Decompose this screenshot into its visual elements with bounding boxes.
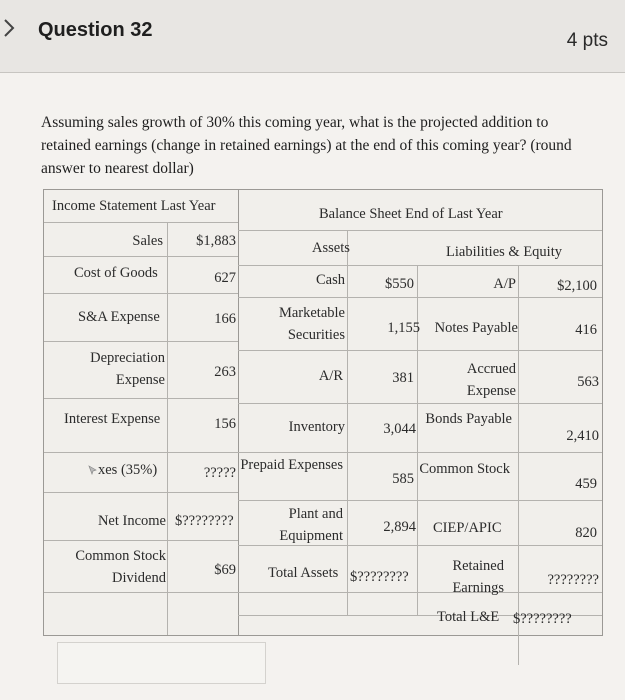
question-text: Assuming sales growth of 30% this coming year, what is the projected addition to retained earnings (change in retained earnings) at the end of this coming year? (round answer to nearest dollar): [41, 114, 572, 177]
chevron-right-icon[interactable]: [2, 17, 16, 39]
bs-label-notes-payable: Notes Payable: [434, 320, 518, 336]
answer-input[interactable]: [57, 642, 266, 684]
bs-value-total-le: $????????: [513, 611, 572, 627]
bs-value-ap: $2,100: [557, 278, 597, 294]
bs-label-ciep-apic: CIEP/APIC: [433, 520, 502, 536]
is-label-interest: Interest Expense: [64, 411, 161, 427]
bs-label-total-assets: Total Assets: [268, 565, 339, 581]
is-value-taxes: ?????: [203, 465, 236, 481]
is-label-cogs: Cost of Goods: [74, 265, 158, 281]
question-title: Question 32: [38, 19, 153, 41]
bs-label-bonds: Bonds Payable: [425, 411, 512, 427]
bs-label-prepaid: Prepaid Expenses: [240, 457, 343, 473]
bs-label-plant: Plant and Equipment: [279, 506, 343, 544]
financial-statements-table: [43, 189, 603, 636]
is-value-dividend: $69: [214, 562, 236, 578]
bs-label-marketable-securities: Marketable Securities: [278, 305, 345, 343]
is-label-depreciation: Depreciation Expense: [90, 350, 165, 388]
bs-value-plant: 2,894: [383, 519, 416, 535]
bs-label-common-stock: Common Stock: [419, 461, 510, 477]
is-label-taxes: xes (35%): [98, 462, 158, 478]
income-statement-header: Income Statement Last Year: [52, 198, 216, 214]
bs-label-retained-earnings: Retained Earnings: [452, 558, 504, 596]
is-taxes-cell: [88, 460, 157, 480]
is-value-interest: 156: [214, 416, 236, 432]
bs-value-retained-earnings: ????????: [547, 572, 599, 588]
bs-value-ciep-apic: 820: [575, 525, 597, 541]
is-label-sales: Sales: [132, 233, 163, 249]
bs-value-total-assets: $????????: [350, 569, 409, 585]
bs-value-prepaid: 585: [392, 471, 414, 487]
is-value-net-income: $????????: [175, 513, 234, 529]
is-value-depreciation: 263: [214, 364, 236, 380]
bs-label-ar: A/R: [318, 368, 343, 384]
bs-value-ar: 381: [392, 370, 414, 386]
bs-value-cash: $550: [385, 276, 414, 292]
assets-header: Assets: [312, 240, 350, 256]
bs-value-inventory: 3,044: [383, 421, 416, 437]
bs-value-bonds: 2,410: [566, 428, 599, 444]
question-points: 4 pts: [566, 30, 608, 51]
bs-label-cash: Cash: [316, 272, 345, 288]
bs-label-accrued: Accrued Expense: [466, 361, 516, 399]
is-value-cogs: 627: [214, 270, 236, 286]
is-label-dividend: Common Stock Dividend: [75, 548, 166, 586]
bs-value-marketable-securities: 1,155: [387, 320, 420, 336]
is-value-sa-expense: 166: [214, 311, 236, 327]
is-label-sa-expense: S&A Expense: [78, 309, 160, 325]
bs-label-total-le: Total L&E: [437, 609, 500, 625]
balance-sheet-header: Balance Sheet End of Last Year: [319, 206, 503, 222]
bs-label-inventory: Inventory: [288, 419, 345, 435]
bs-value-accrued: 563: [577, 374, 599, 390]
cursor-icon: [88, 465, 98, 475]
bs-label-ap: A/P: [493, 276, 516, 292]
is-label-net-income: Net Income: [97, 513, 166, 529]
bs-value-common-stock: 459: [575, 476, 597, 492]
liabilities-header: Liabilities & Equity: [446, 244, 562, 260]
bs-value-notes-payable: 416: [575, 322, 597, 338]
question-header: [0, 0, 625, 73]
is-value-sales: $1,883: [196, 233, 236, 249]
